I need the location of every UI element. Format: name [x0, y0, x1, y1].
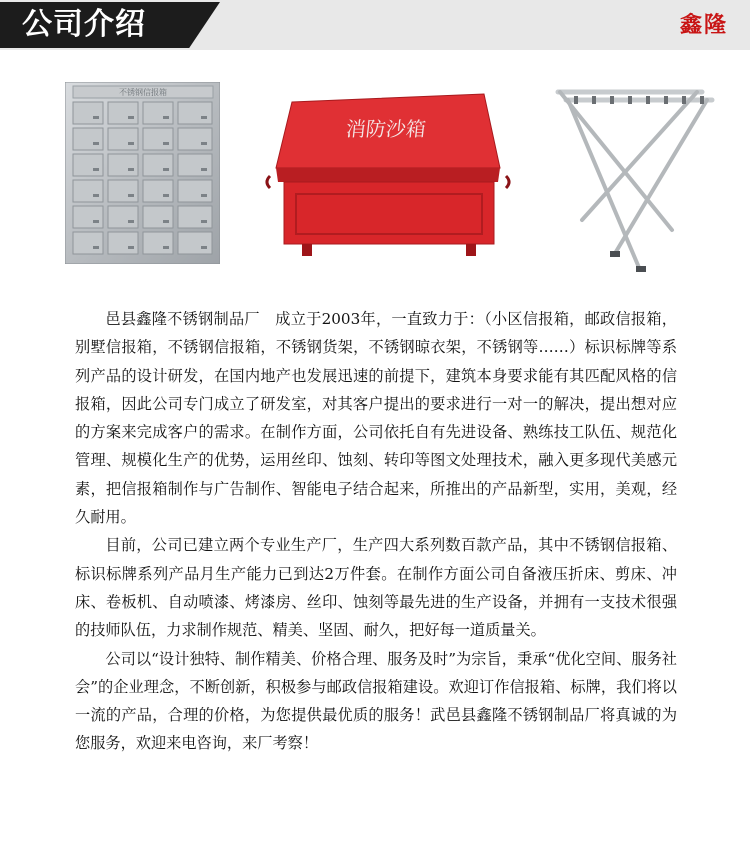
mailbox-label: 不锈钢信报箱 — [119, 88, 167, 97]
page-title: 公司介绍 — [22, 7, 146, 42]
drying-rack-photo — [552, 80, 717, 275]
intro-paragraph: 公司以“设计独特、制作精美、价格合理、服务及时”为宗旨，秉承“优化空间、服务社会”的企业理念，不断创新，积极参与邮政信报箱建设。欢迎订作信报箱、标牌，我们将以一流的产品，合理的价格，为您提供最优质的服务！武邑县鑫隆不锈钢制品厂将真诚的为您服务，欢迎来电咨询，来厂考察！ — [75, 649, 677, 753]
fire-sandbox-photo — [262, 90, 514, 258]
header-bar — [0, 0, 750, 50]
product-photos — [0, 70, 750, 280]
brand-name: 鑫隆 — [679, 13, 728, 38]
intro-paragraph: 邑县鑫隆不锈钢制品厂 成立于2003年，一直致力于：（小区信报箱，邮政信报箱，别墅信报箱，不锈钢信报箱，不锈钢货架，不锈钢晾衣架，不锈钢等……）标识标牌等系列产品的设计研发，在国内地产也发展迅速的前提下，建筑本身要求能有其匹配风格的信报箱，因此公司专门成立了研发室，对其客户提出的要求进行一对一的解决，提出想对应的方案来完成客户的需求。在制作方面，公司依托自有先进设备、熟练技工队伍、规范化管理、规模化生产的优势，运用丝印、蚀刻、转印等图文处理技术，融入更多现代美感元素，把信报箱制作与广告制作、智能电子结合起来，所推出的产品新型，实用，美观，经久耐用。 — [75, 310, 677, 527]
intro-paragraph: 目前，公司已建立两个专业生产厂，生产四大系列数百款产品，其中不锈钢信报箱、标识标牌系列产品月生产能力已到达2万件套。在制作方面公司自备液压折床、剪床、冲床、卷板机、自动喷漆、烤漆房、丝印、蚀刻等最先进的生产设备，并拥有一支技术很强的技师队伍，力求制作规范、精美、坚固、耐久，把好每一道质量关。 — [75, 536, 677, 640]
company-intro — [75, 305, 677, 758]
stainless-mailbox-photo — [65, 82, 220, 264]
sandbox-text: 消防沙箱 — [344, 117, 428, 141]
